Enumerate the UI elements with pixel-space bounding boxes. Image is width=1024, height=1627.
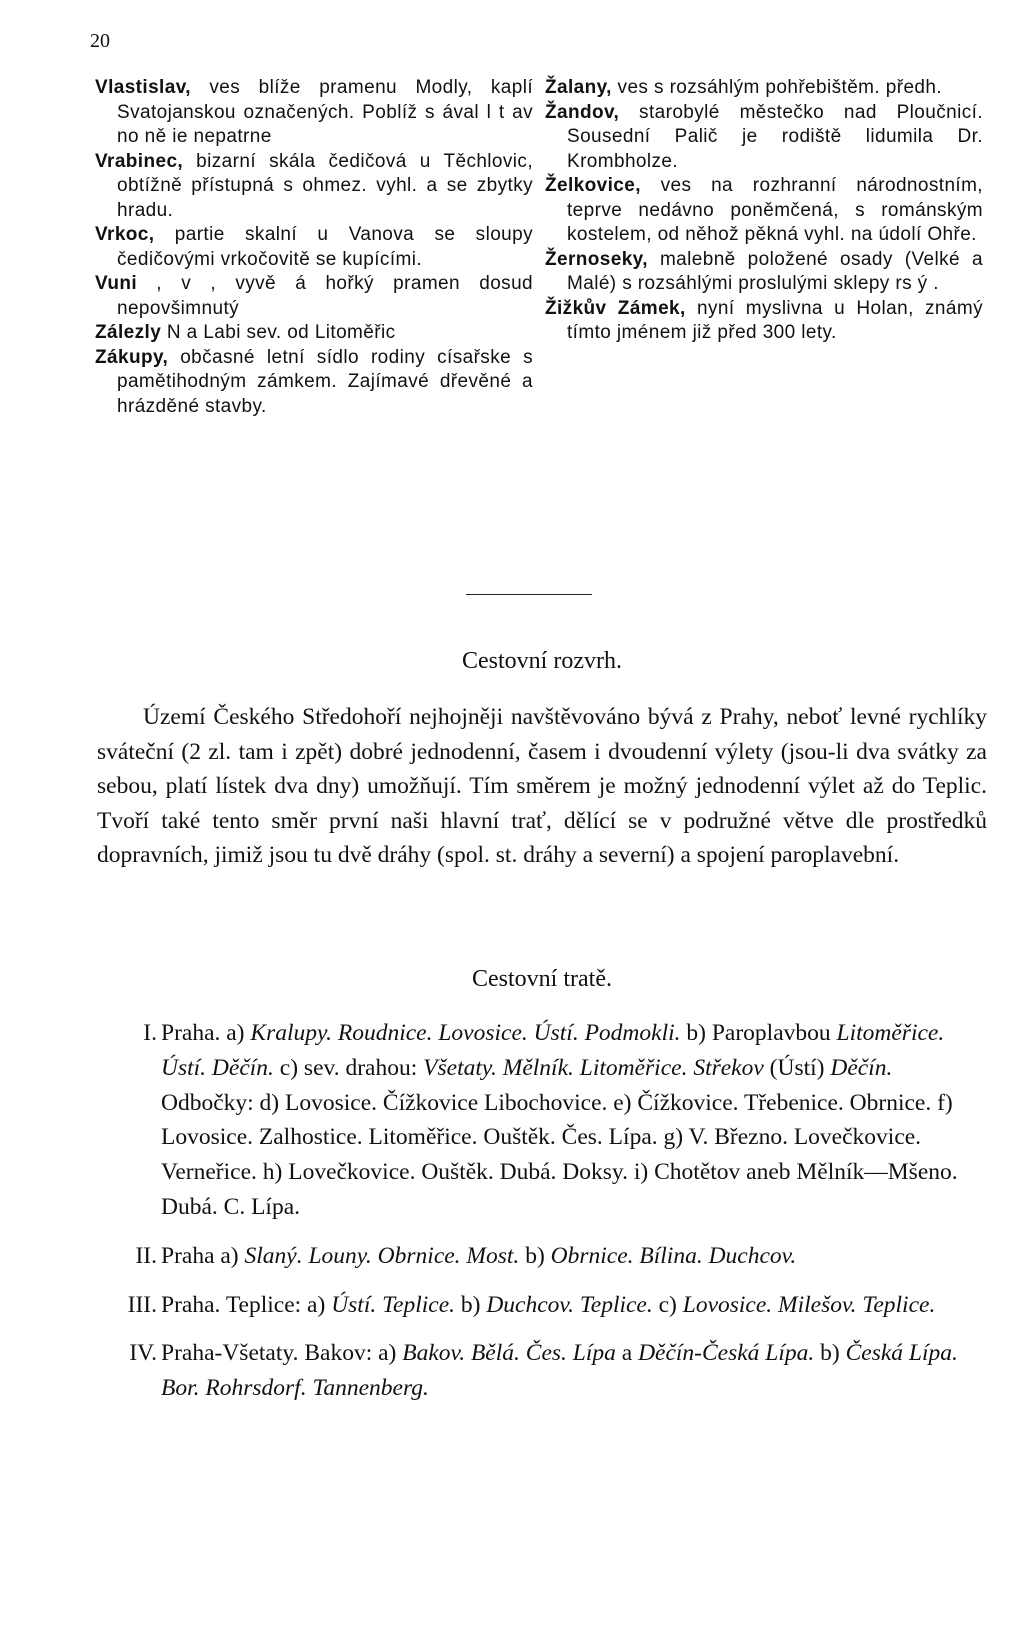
entry-text: ves blíže pramenu Modly, kaplí Svatojanskou označených. Poblíž s ával l t av no ně ie nepatrne [117, 77, 533, 147]
route-place-names: Česká Lípa. Bor. Rohrsdorf. Tannenberg. [161, 1340, 958, 1402]
route-number: II. [135, 1242, 157, 1269]
entry-text: , v , vyvě á hořký pramen dosud nepovšimnutý [117, 273, 533, 319]
route-place-names: Všetaty. Mělník. Litoměřice. Střekov [423, 1054, 764, 1081]
entry-text: ves na rozhranní národnostním, teprve nedávno poněmčená, s románským kostelem, od něhož pěkná vyhl. na údolí Ohře. [567, 175, 983, 245]
glossary-entry [95, 223, 533, 272]
route-text: Praha. Teplice: a) [161, 1291, 332, 1318]
route-place-names: Slaný. Louny. Obrnice. Most. [244, 1242, 520, 1269]
route-place-names: Bakov. Bělá. Čes. Lípa [402, 1340, 616, 1367]
route-text: b) [455, 1291, 487, 1318]
section-divider [466, 594, 592, 595]
route-text: b) [814, 1340, 846, 1367]
entry-term: Zálezly [95, 322, 162, 343]
route-text: Odbočky: d) Lovosice. Čížkovice Libochovice. e) Čížkovice. Třebenice. Obrnice. f) Lovosice. Zalhostice. Litoměřice. Ouštěk. Čes. Lípa. g) V. Březno. Lovečkovice. Verneřice. h) Lovečkovice. Ouštěk. Dubá. Doksy. i) Chotětov aneb Mělník—Mšeno. Dubá. C. Lípa. [161, 1089, 958, 1220]
entry-text: N a Labi sev. od Litoměřic [161, 322, 396, 343]
route-item [97, 1336, 987, 1406]
entry-term: Vuni [95, 273, 138, 294]
entry-term: Žernoseky, [545, 248, 648, 270]
route-number: III. [127, 1291, 157, 1318]
route-place-names: Lovosice. Milešov. Teplice. [682, 1291, 936, 1318]
route-place-names: Děčín-Česká Lípa. [638, 1340, 815, 1367]
route-text: c) [652, 1291, 683, 1318]
glossary-entry [95, 346, 533, 420]
entry-term: Zákupy, [95, 346, 169, 368]
route-text: b) Paroplavbou [680, 1020, 837, 1046]
entry-term: Žižkův Zámek, [545, 297, 686, 319]
entry-term: Vrabinec, [95, 150, 184, 172]
glossary-entry [95, 76, 533, 150]
entry-text: partie skalní u Vanova se sloupy čedičovými vrkočovitě se kupícími. [117, 224, 533, 270]
entry-text: nyní myslivna u Holan, známý tímto jménem již před 300 lety. [567, 297, 983, 343]
route-item [97, 1016, 987, 1225]
route-place-names: Kralupy. Roudnice. Lovosice. Ústí. Podmokli. [250, 1020, 681, 1046]
entry-term: Vrkoc, [95, 224, 155, 245]
route-text: Praha-Všetaty. Bakov: a) [161, 1340, 403, 1367]
route-number: IV. [129, 1340, 157, 1367]
route-place-names: Ústí. Teplice. [331, 1291, 455, 1318]
route-text: b) [519, 1242, 551, 1269]
glossary-entry [95, 272, 533, 321]
right-glossary-column [545, 76, 983, 346]
entry-term: Žalany, [545, 77, 612, 98]
section-heading-cestovni-rozvrh: Cestovní rozvrh. [462, 648, 622, 674]
entry-text: občasné letní sídlo rodiny císařske s pamětihodným zámkem. Zajímavé dřevěné a hrázděné stavby. [117, 346, 533, 417]
entry-text: bizarní skála čedičová u Těchlovic, obtížně přístupná s ohmez. vyhl. a se zbytky hradu. [117, 150, 533, 221]
page-number: 20 [90, 30, 110, 52]
entry-term: Žandov, [545, 101, 620, 123]
entry-text: malebně položené osady (Velké a Malé) s rozsáhlými proslulými sklepy rs ý . [567, 248, 983, 294]
route-list [97, 1016, 987, 1420]
route-text: (Ústí) [763, 1054, 831, 1081]
glossary-entry [545, 248, 983, 297]
route-place-names: Děčín. [830, 1054, 893, 1081]
glossary-entry [545, 174, 983, 248]
route-place-names: Litoměřice. Ústí. Děčín. [161, 1020, 945, 1081]
glossary-entry [545, 297, 983, 346]
route-item [97, 1239, 987, 1274]
entry-term: Vlastislav, [95, 77, 191, 98]
entry-text: ves s rozsáhlým pohřebištěm. předh. [611, 77, 943, 98]
route-text: c) sev. drahou: [273, 1054, 424, 1081]
glossary-entry [95, 150, 533, 224]
route-item [97, 1288, 987, 1323]
glossary-entry [545, 76, 983, 101]
intro-paragraph-text: Území Českého Středohoří nejhojněji navštěvováno bývá z Prahy, neboť levné rychlíky sváteční (2 zl. tam i zpět) dobré jednodenní, časem i dvoudenní výlety (jsou-li dva svátky za sebou, platí lístek dva dny) umožňují. Tím směrem je možný jednodenní výlet až do Teplic. Tvoří také tento směr první naši hlavní trať, dělící se v podružné větve dle prostředků dopravních, jimiž jsou tu dvě dráhy (spol. st. dráhy a severní) a spojení paroplavební. [97, 704, 987, 868]
route-place-names: Obrnice. Bílina. Duchcov. [550, 1242, 797, 1269]
route-place-names: Duchcov. Teplice. [486, 1291, 653, 1318]
entry-text: starobylé městečko nad Ploučnicí. Sousední Palič je rodiště lidumila Dr. Krombholze. [567, 101, 983, 172]
route-number: I. [143, 1020, 157, 1046]
intro-paragraph [97, 700, 987, 873]
glossary-entry [545, 101, 983, 175]
glossary-entry [95, 321, 533, 346]
section-heading-cestovni-trate: Cestovní tratě. [472, 966, 612, 992]
route-text: Praha. a) [161, 1020, 251, 1046]
entry-term: Želkovice, [545, 175, 641, 196]
route-text: a [615, 1340, 639, 1367]
route-text: Praha a) [161, 1242, 245, 1269]
left-glossary-column [95, 76, 533, 419]
